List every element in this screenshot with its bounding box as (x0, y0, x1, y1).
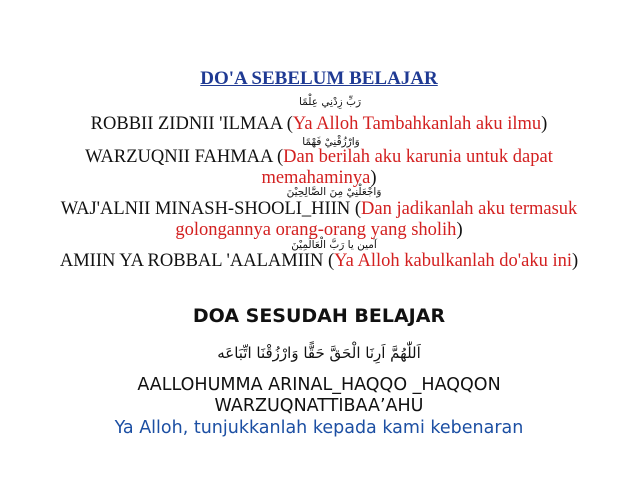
latin-line-5a: AALLOHUMMA ARINAL_HAQQO _HAQQON (137, 375, 501, 395)
meaning-text-1: Ya Alloh Tambahkanlah aku ilmu (292, 114, 542, 134)
meaning-text-2a: Dan berilah aku karunia untuk dapat (283, 147, 553, 167)
arabic-line-4: آمين يا رَبَّ الْعَالَمِيْنَ (291, 239, 377, 251)
meaning-text-2b: memahaminya (261, 168, 371, 188)
meaning-text-4: Ya Alloh kabulkanlah do'aku ini (334, 251, 572, 271)
prayer-line-3b (0, 220, 638, 241)
latin-text-3: WAJ'ALNII MINASH-SHOOLI_HIIN ( (60, 199, 362, 219)
arabic-line-2: وَارْزُقْنِيْ فَهْمًا (302, 136, 360, 148)
paren-close-1: ) (541, 114, 548, 134)
prayer-line-4 (0, 251, 638, 272)
meaning-text-3b: golongannya orang-orang yang sholih (175, 220, 457, 240)
prayer-line-3a (0, 199, 638, 220)
latin-text-1: ROBBII ZIDNII 'ILMAA ( (90, 114, 293, 134)
arabic-line-3: وَاجْعَلْنِيْ مِنَ الصَّالِحِيْنَ (286, 186, 382, 198)
latin-text-4: AMIIN YA ROBBAL 'AALAMIIN ( (59, 251, 335, 271)
arabic-line-5: اَللّٰهُمَّ اَرِنَا الْحَقَّ حَقًّا وَارْزُقْنَا اتِّبَاعَه (217, 344, 421, 362)
meaning-line-5: Ya Alloh, tunjukkanlah kepada kami kebenaran (114, 418, 524, 438)
section1-title: DO'A SEBELUM BELAJAR (200, 68, 438, 89)
paren-close-2: ) (370, 168, 377, 188)
latin-line-5b: WARZUQNATTIBAA’AHU (214, 396, 424, 416)
meaning-text-3a: Dan jadikanlah aku termasuk (361, 199, 578, 219)
prayer-line-1 (0, 114, 638, 135)
paren-close-3: ) (456, 220, 463, 240)
prayer-line-2a (0, 147, 638, 168)
paren-close-4: ) (571, 251, 579, 271)
section2-title: DOA SESUDAH BELAJAR (192, 305, 446, 327)
arabic-line-1: رَبِّ زِدْنِي عِلْمًا (298, 96, 362, 108)
latin-text-2: WARZUQNII FAHMAA ( (85, 147, 284, 167)
